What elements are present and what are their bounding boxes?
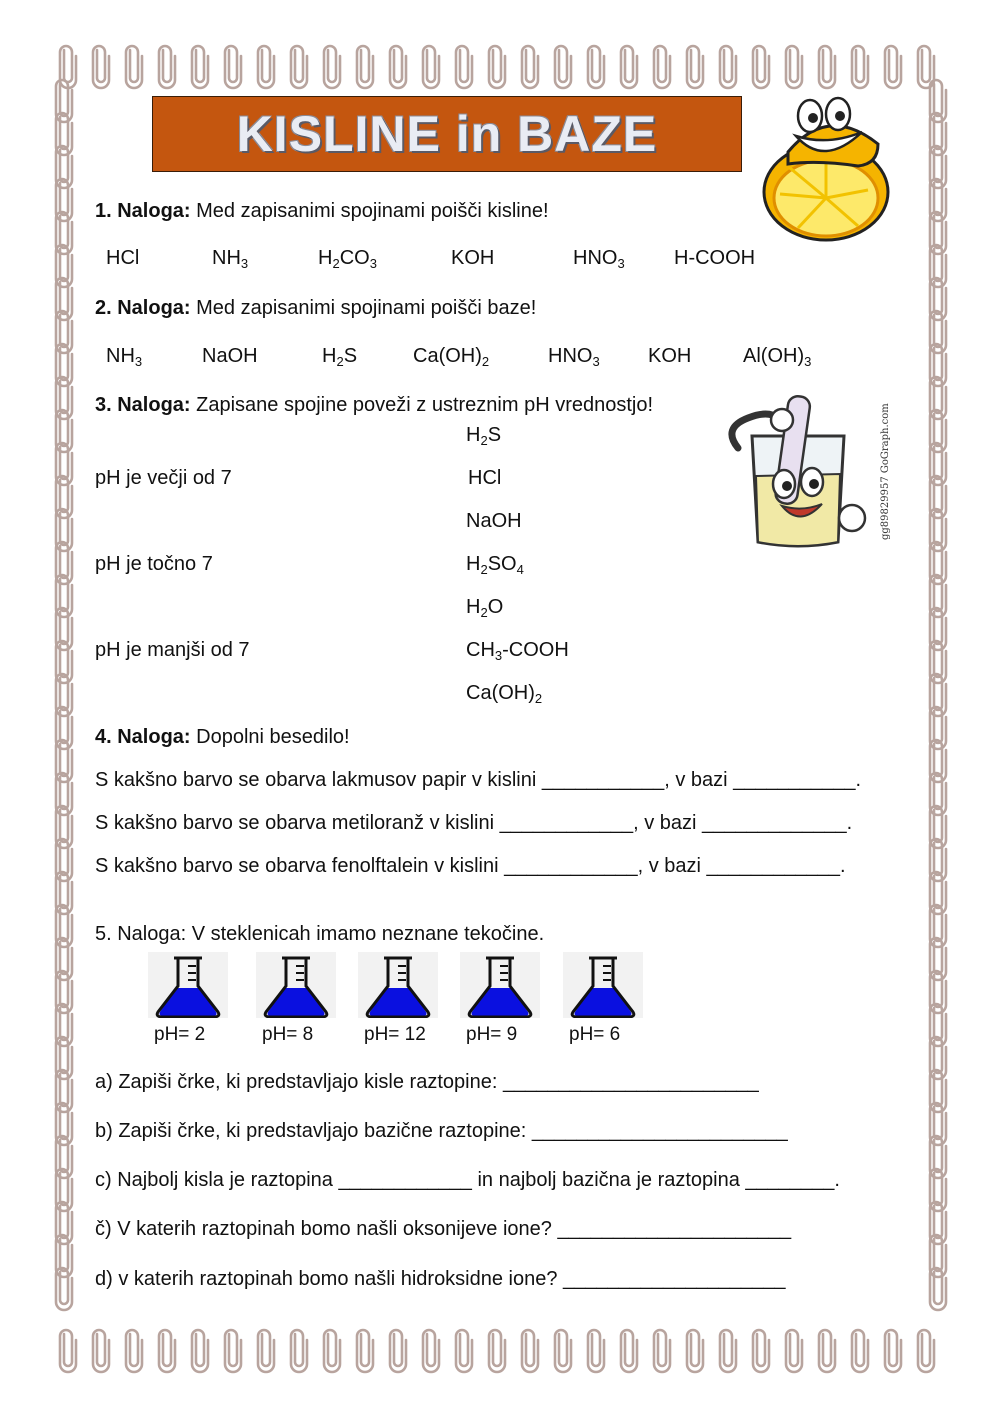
flask-icon (358, 952, 438, 1018)
paperclip-icon (720, 46, 736, 88)
paperclip-icon (423, 46, 439, 88)
paperclip-icon (687, 1330, 703, 1372)
task3-compound-1: HCl (468, 467, 502, 489)
task1-compound-4: $HNO_3$ (573, 247, 625, 271)
paperclip-icon (423, 1330, 439, 1372)
paperclip-icon (258, 46, 274, 88)
task2-compound-2: $H_2S$ (322, 345, 358, 369)
paperclip-icon (489, 1330, 505, 1372)
paperclip-icon (225, 1330, 241, 1372)
paperclip-icon (258, 1330, 274, 1372)
task2-compound-6: $Al(OH)_3$ (743, 345, 812, 369)
flask-ph-e: pH= 6 (569, 1024, 621, 1045)
paperclip-icon (456, 46, 472, 88)
task3-text: Zapisane spojine poveži z ustreznim pH vrednostjo! (196, 394, 654, 416)
paperclip-icon (60, 46, 76, 88)
task5-question-c: c) Najbolj kisla je raztopina ____________ in najbolj bazična je raztopina ________. (95, 1169, 840, 1191)
task4-heading (95, 725, 350, 749)
paperclip-icon (621, 1330, 637, 1372)
task3-compound-3: $H_2SO_4$ (466, 553, 524, 577)
paperclip-icon (93, 46, 109, 88)
task3-compound-4: $H_2O$ (466, 596, 504, 620)
task1-text: Med zapisanimi spojinami poišči kisline! (196, 200, 549, 222)
task1-compound-2: $H_2CO_3$ (318, 247, 377, 271)
flask-icon (460, 952, 540, 1018)
task5-question-d: d) v katerih raztopinah bomo našli hidroksidne ione? ____________________ (95, 1268, 786, 1290)
paperclip-icon (786, 46, 802, 88)
ph-option-less: pH je manjši od 7 (95, 639, 250, 661)
task2-text: Med zapisanimi spojinami poišči baze! (196, 297, 537, 319)
paperclip-icon (885, 1330, 901, 1372)
paperclip-icon (852, 46, 868, 88)
paperclip-icon (654, 1330, 670, 1372)
paperclip-icon (357, 46, 373, 88)
paperclip-icon (885, 46, 901, 88)
task1-label: 1. Naloga: (95, 200, 191, 222)
page-title: KISLINE in BAZE (236, 106, 658, 162)
paperclip-icon (687, 46, 703, 88)
paperclip-icon (522, 46, 538, 88)
task1-heading (95, 199, 549, 223)
gograph-watermark: gg89829957 GoGraph.com (880, 403, 891, 540)
flask-ph-c: pH= 12 (364, 1024, 426, 1045)
paperclip-icon (60, 1330, 76, 1372)
task2-compound-1: NaOH (202, 345, 258, 367)
paperclip-icon (588, 46, 604, 88)
paperclip-icon (819, 1330, 835, 1372)
flask-icon (148, 952, 228, 1018)
task1-compound-0: HCl (106, 247, 140, 269)
paperclip-icon (390, 46, 406, 88)
paperclip-icon (324, 1330, 340, 1372)
task1-compound-1: $NH_3$ (212, 247, 249, 271)
paperclip-icon (126, 46, 142, 88)
paperclip-icon (588, 1330, 604, 1372)
paperclip-icon (555, 46, 571, 88)
paperclip-icon (555, 1330, 571, 1372)
paperclip-icon (753, 1330, 769, 1372)
task3-compound-0: $H_2S$ (466, 424, 502, 448)
beaker-mascot-icon (718, 388, 878, 553)
task2-compound-4: $HNO_3$ (548, 345, 600, 369)
paperclip-icon (357, 1330, 373, 1372)
flask-ph-b: pH= 8 (262, 1024, 314, 1045)
paperclip-icon (489, 46, 505, 88)
task3-compound-6: $Ca(OH)_2$ (466, 682, 543, 706)
flask-ph-a: pH= 2 (154, 1024, 206, 1045)
task4-label: 4. Naloga: (95, 726, 191, 748)
paperclip-icon (159, 1330, 175, 1372)
paperclip-icon (192, 1330, 208, 1372)
task3-compound-2: NaOH (466, 510, 522, 532)
paperclip-icon (324, 46, 340, 88)
paperclip-icon (456, 1330, 472, 1372)
flask-ph-d: pH= 9 (466, 1024, 518, 1045)
ph-option-equal: pH je točno 7 (95, 553, 213, 575)
task3-heading (95, 393, 653, 417)
task2-label: 2. Naloga: (95, 297, 191, 319)
paperclip-icon (291, 1330, 307, 1372)
paperclip-icon (291, 46, 307, 88)
lemon-mascot-icon (758, 94, 898, 244)
task5-question-ch: č) V katerih raztopinah bomo našli oksonijeve ione? _____________________ (95, 1218, 792, 1240)
title-banner (152, 96, 742, 172)
flask-icon (563, 952, 643, 1018)
paperclip-icon (522, 1330, 538, 1372)
paperclip-icon (852, 1330, 868, 1372)
paperclip-icon (786, 1330, 802, 1372)
ph-option-greater: pH je večji od 7 (95, 467, 232, 489)
paperclip-icon (819, 46, 835, 88)
task4-line-methyl-orange: S kakšno barvo se obarva metiloranž v kislini ____________, v bazi _____________. (95, 812, 853, 834)
task5-heading: 5. Naloga: V steklenicah imamo neznane tekočine. (95, 923, 545, 945)
task4-line-phenolphthalein: S kakšno barvo se obarva fenolftalein v kislini ____________, v bazi ____________. (95, 855, 846, 877)
task4-text: Dopolni besedilo! (196, 726, 350, 748)
paperclip-icon (126, 1330, 142, 1372)
task1-compound-5: H-COOH (674, 247, 756, 269)
paperclip-icon (720, 1330, 736, 1372)
task5-question-b: b) Zapiši črke, ki predstavljajo bazične raztopine: _______________________ (95, 1120, 788, 1142)
paperclip-icon (192, 46, 208, 88)
task1-compound-3: KOH (451, 247, 495, 269)
task2-compound-3: $Ca(OH)_2$ (413, 345, 490, 369)
task5-question-a: a) Zapiši črke, ki predstavljajo kisle raztopine: _______________________ (95, 1071, 759, 1093)
task2-compound-5: KOH (648, 345, 692, 367)
task2-heading (95, 296, 536, 320)
task4-line-litmus: S kakšno barvo se obarva lakmusov papir v kislini ___________, v bazi ___________. (95, 769, 862, 791)
paperclip-icon (390, 1330, 406, 1372)
task2-compound-0: $NH_3$ (106, 345, 143, 369)
task3-compound-5: $CH_3$-COOH (466, 639, 569, 663)
paperclip-icon (654, 46, 670, 88)
paperclip-icon (753, 46, 769, 88)
paperclip-icon (93, 1330, 109, 1372)
paperclip-icon (225, 46, 241, 88)
paperclip-icon (621, 46, 637, 88)
paperclip-icon (918, 1330, 934, 1372)
task3-label: 3. Naloga: (95, 394, 191, 416)
flask-icon (256, 952, 336, 1018)
paperclip-icon (159, 46, 175, 88)
